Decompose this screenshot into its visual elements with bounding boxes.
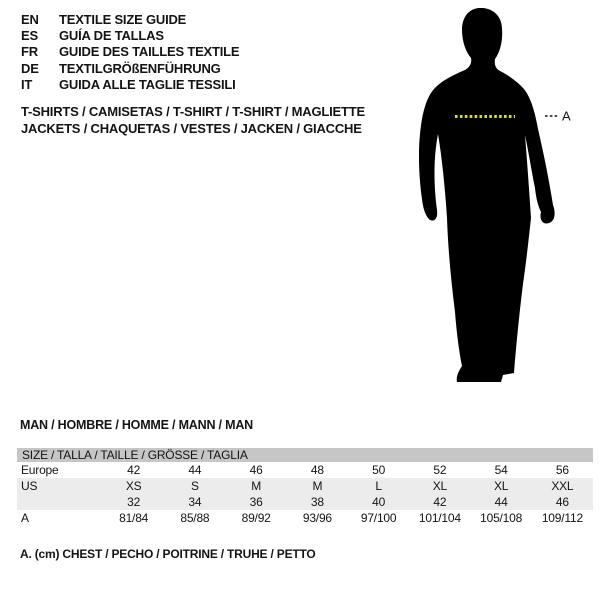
category-line-jackets: JACKETS / CHAQUETAS / VESTES / JACKEN / GIACCHE [21, 120, 362, 136]
size-cell: 34 [188, 495, 202, 509]
size-cell: 97/100 [360, 511, 397, 525]
language-row [21, 27, 239, 43]
row-label: Europe [21, 463, 59, 477]
man-silhouette-figure [415, 8, 580, 393]
language-code: ES [21, 28, 38, 44]
size-cell: 105/108 [480, 511, 523, 525]
category-heading [21, 104, 365, 137]
table-row-chest-a [17, 510, 593, 526]
language-label: TEXTILE SIZE GUIDE [59, 11, 187, 27]
size-table [17, 448, 593, 526]
language-label: GUIDA ALLE TAGLIE TESSILI [59, 77, 236, 93]
size-cell: XS [125, 479, 142, 493]
size-cell: 40 [372, 495, 386, 509]
table-row-us-letters [17, 478, 593, 494]
measurement-footnote: A. (cm) CHEST / PECHO / POITRINE / TRUHE / PETTO [20, 547, 316, 561]
size-cell: XL [432, 479, 448, 493]
category-line-tshirts: T-SHIRTS / CAMISETAS / T-SHIRT / T-SHIRT / MAGLIETTE [21, 104, 365, 119]
size-cell: 109/112 [541, 511, 583, 525]
language-label: GUÍA DE TALLAS [59, 28, 164, 44]
size-cell: 101/104 [418, 511, 461, 525]
size-cell: M [251, 479, 262, 493]
language-label: TEXTILGRÖßENFÜHRUNG [59, 60, 221, 76]
measure-label-a: A [562, 108, 571, 124]
row-label: A [21, 511, 29, 525]
size-cell: M [312, 479, 323, 493]
size-cell: 42 [127, 463, 141, 477]
language-code: DE [21, 60, 39, 76]
size-cell: XL [493, 479, 509, 493]
language-list [21, 11, 239, 93]
language-code: EN [21, 11, 39, 27]
size-table-header: SIZE / TALLA / TAILLE / GRÖSSE / TAGLIA [17, 448, 593, 462]
language-code: IT [21, 77, 33, 93]
man-silhouette [419, 8, 555, 382]
size-cell: 44 [494, 495, 508, 509]
size-cell: 93/96 [302, 511, 332, 525]
size-cell: L [375, 479, 382, 493]
language-code: FR [21, 44, 38, 60]
row-label: US [21, 479, 38, 493]
size-cell: 50 [372, 463, 386, 477]
section-heading-man: MAN / HOMBRE / HOMME / MANN / MAN [20, 418, 253, 432]
table-row-europe [17, 462, 593, 478]
size-cell: 38 [310, 495, 324, 509]
size-cell: 44 [188, 463, 202, 477]
language-row [21, 11, 239, 27]
language-row [21, 77, 239, 93]
language-row [21, 44, 239, 60]
size-cell: 85/88 [180, 511, 210, 525]
size-cell: 48 [310, 463, 324, 477]
size-cell: 42 [433, 495, 447, 509]
size-cell: 32 [127, 495, 141, 509]
size-cell: 54 [494, 463, 508, 477]
size-cell: 52 [433, 463, 447, 477]
size-cell: 46 [249, 463, 263, 477]
table-row-us-numbers [17, 494, 593, 510]
size-cell: S [190, 479, 199, 493]
size-cell: XXL [551, 479, 574, 493]
language-row [21, 60, 239, 76]
size-cell: 56 [555, 463, 569, 477]
size-cell: 89/92 [241, 511, 271, 525]
language-label: GUIDE DES TAILLES TEXTILE [59, 44, 240, 60]
size-cell: 81/84 [119, 511, 149, 525]
row-label [17, 494, 103, 510]
size-cell: 46 [555, 495, 569, 509]
size-cell: 36 [249, 495, 263, 509]
